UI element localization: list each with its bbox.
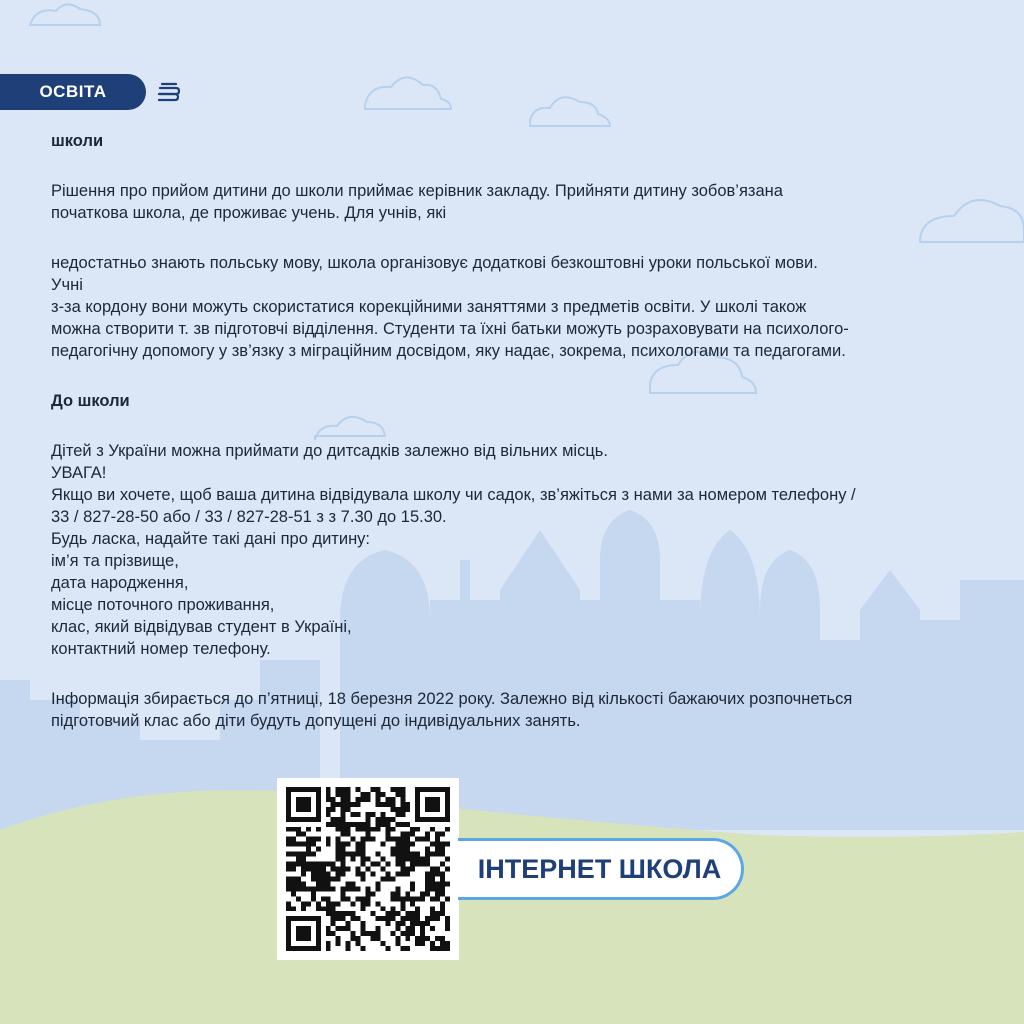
paragraph-line: недостатньо знають польську мову, школа організовує додаткові безкоштовні уроки польської мови. (51, 254, 818, 272)
qr-finder-center (425, 797, 440, 812)
list-item: контактний номер телефону. (51, 640, 271, 658)
paragraph-line: Інформація збирається до п’ятниці, 18 березня 2022 року. Залежно від кількості бажаючих розпочнеться (51, 690, 853, 708)
paragraph-line: з-за кордону вони можуть скористатися корекційними заняттями з предметів освіти. У школі також (51, 298, 807, 316)
paragraph-line: початкова школа, де проживає учень. Для учнів, які (51, 204, 447, 222)
paragraph-line: педагогічну допомогу у зв’язку з міграційним досвідом, яку надає, зокрема, психологами та педагогами. (51, 342, 846, 360)
paragraph-line: Дітей з України можна приймати до дитсадків залежно від вільних місць. (51, 442, 608, 460)
phone-numbers: 33 / 827-28-50 або / 33 / 827-28-51 з з 7.30 до 15.30. (51, 508, 447, 526)
article-body (51, 130, 981, 732)
paragraph-line: УВАГА! (51, 464, 107, 482)
list-item: клас, який відвідував студент в Україні, (51, 618, 352, 636)
section-heading-schools: школи (51, 132, 104, 150)
qr-finder-center (296, 926, 311, 941)
paragraph-line: Рішення про прийом дитини до школи приймає керівник закладу. Прийняти дитину зобов’язана (51, 182, 783, 200)
paragraph-line: Якщо ви хочете, щоб ваша дитина відвідувала школу чи садок, зв’яжіться з нами за номером телефону / (51, 486, 856, 504)
qr-code[interactable] (277, 778, 459, 960)
section-heading-to-school: До школи (51, 392, 130, 410)
list-item: ім’я та прізвище, (51, 552, 179, 570)
list-item: місце поточного проживання, (51, 596, 275, 614)
qr-finder-center (296, 797, 311, 812)
paragraph-line: підготовчий клас або діти будуть допущені до індивідуальних занять. (51, 712, 581, 730)
paragraph-line: можна створити т. зв підготовчі відділення. Студенти та їхні батьки можуть розраховувати на психолого- (51, 320, 849, 338)
internet-school-button[interactable]: ІНТЕРНЕТ ШКОЛА (458, 838, 744, 900)
paragraph-line: Будь ласка, надайте такі дані про дитину: (51, 530, 371, 548)
list-item: дата народження, (51, 574, 189, 592)
paragraph-line: Учні (51, 276, 83, 294)
books-icon (156, 80, 182, 106)
section-badge: ОСВІТА (0, 74, 146, 110)
